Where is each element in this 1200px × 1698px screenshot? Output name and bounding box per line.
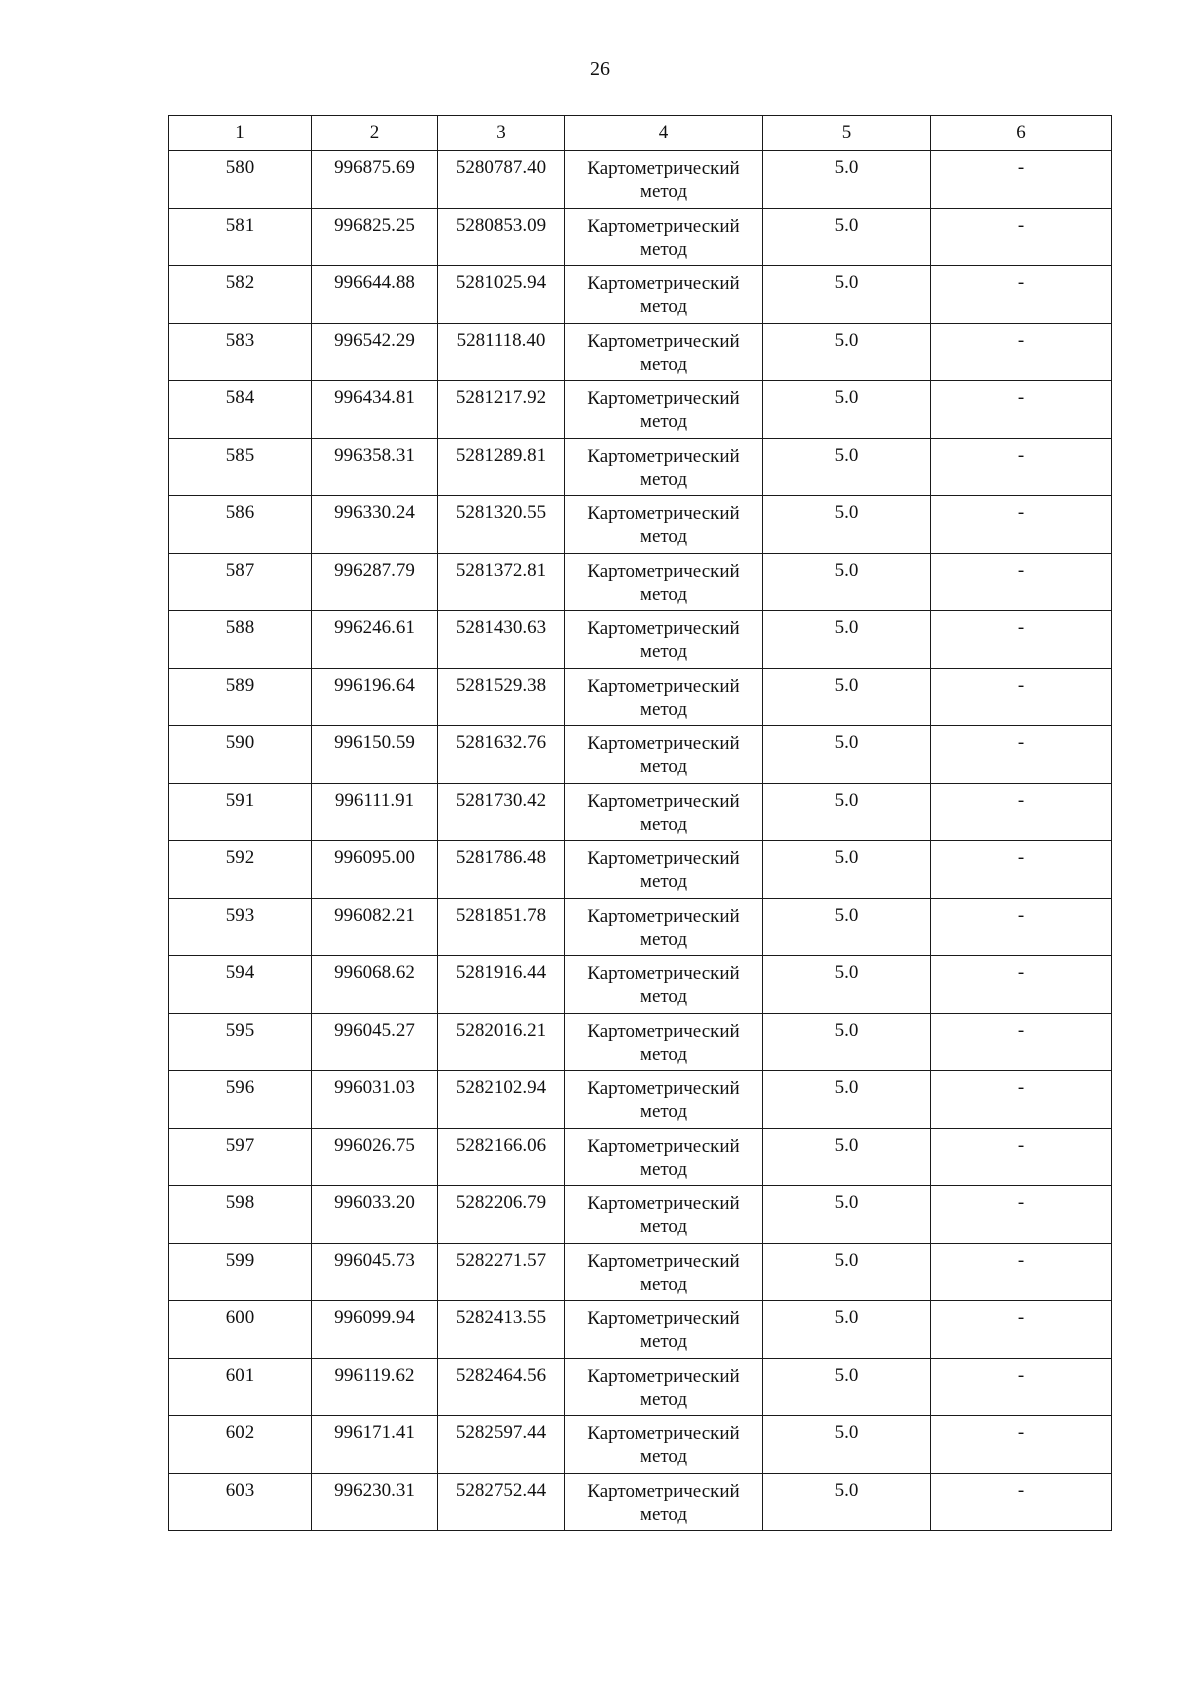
method-label: метод: [639, 411, 688, 432]
table-row: [169, 1473, 1112, 1531]
y-coordinate-cell: 5281529.38: [438, 668, 565, 726]
y-coordinate-cell: 5281217.92: [438, 381, 565, 439]
method-label: метод: [639, 1503, 688, 1525]
x-coordinate-cell: 996287.79: [312, 553, 438, 611]
method-cell: [565, 1243, 763, 1301]
y-coordinate-cell: 5282166.06: [438, 1128, 565, 1186]
note-cell: -: [931, 898, 1112, 956]
x-coordinate-cell: 996045.73: [312, 1243, 438, 1301]
table-row: [169, 1301, 1112, 1359]
x-coordinate-cell: 996171.41: [312, 1416, 438, 1474]
method-label: метод: [639, 1216, 688, 1237]
method-label: метод: [639, 1331, 688, 1352]
method-cell: [565, 438, 763, 496]
accuracy-cell: 5.0: [763, 726, 931, 784]
y-coordinate-cell: 5281372.81: [438, 553, 565, 611]
y-coordinate-cell: 5281430.63: [438, 611, 565, 669]
note-cell: -: [931, 726, 1112, 784]
y-coordinate-cell: 5281632.76: [438, 726, 565, 784]
note-cell: -: [931, 438, 1112, 496]
point-number-cell: 592: [169, 841, 312, 899]
method-label: метод: [639, 353, 688, 375]
note-cell: -: [931, 1416, 1112, 1474]
method-label: Картометрический: [587, 1365, 740, 1387]
point-number-cell: 580: [169, 151, 312, 209]
table-body: [169, 151, 1112, 1531]
y-coordinate-cell: 5282016.21: [438, 1013, 565, 1071]
point-number-cell: 582: [169, 266, 312, 324]
method-label: метод: [639, 928, 688, 950]
note-cell: -: [931, 783, 1112, 841]
accuracy-cell: 5.0: [763, 1358, 931, 1416]
y-coordinate-cell: 5281730.42: [438, 783, 565, 841]
accuracy-cell: 5.0: [763, 611, 931, 669]
method-label: Картометрический: [587, 1423, 740, 1444]
point-number-cell: 596: [169, 1071, 312, 1129]
method-cell: [565, 841, 763, 899]
accuracy-cell: 5.0: [763, 783, 931, 841]
note-cell: -: [931, 1013, 1112, 1071]
method-label: Картометрический: [587, 560, 740, 582]
note-cell: -: [931, 208, 1112, 266]
note-cell: -: [931, 841, 1112, 899]
y-coordinate-cell: 5282752.44: [438, 1473, 565, 1531]
method-cell: [565, 381, 763, 439]
note-cell: -: [931, 496, 1112, 554]
method-label: метод: [639, 468, 688, 490]
x-coordinate-cell: 996026.75: [312, 1128, 438, 1186]
y-coordinate-cell: 5282102.94: [438, 1071, 565, 1129]
accuracy-cell: 5.0: [763, 496, 931, 554]
table-row: [169, 208, 1112, 266]
method-label: Картометрический: [587, 675, 740, 697]
method-label: метод: [639, 526, 688, 547]
note-cell: -: [931, 323, 1112, 381]
accuracy-cell: 5.0: [763, 1243, 931, 1301]
accuracy-cell: 5.0: [763, 208, 931, 266]
point-number-cell: 591: [169, 783, 312, 841]
method-label: Картометрический: [587, 733, 740, 754]
method-cell: [565, 1013, 763, 1071]
note-cell: -: [931, 1128, 1112, 1186]
x-coordinate-cell: 996111.91: [312, 783, 438, 841]
x-coordinate-cell: 996644.88: [312, 266, 438, 324]
accuracy-cell: 5.0: [763, 1071, 931, 1129]
x-coordinate-cell: 996330.24: [312, 496, 438, 554]
note-cell: -: [931, 151, 1112, 209]
column-header: 5: [763, 116, 931, 151]
note-cell: -: [931, 1243, 1112, 1301]
method-label: Картометрический: [587, 790, 740, 812]
point-number-cell: 584: [169, 381, 312, 439]
note-cell: -: [931, 553, 1112, 611]
y-coordinate-cell: 5281118.40: [438, 323, 565, 381]
method-cell: [565, 611, 763, 669]
coordinates-table: [168, 115, 1112, 1531]
table-row: [169, 1128, 1112, 1186]
table-row: [169, 1358, 1112, 1416]
method-cell: [565, 956, 763, 1014]
method-label: Картометрический: [587, 215, 740, 237]
column-header: 3: [438, 116, 565, 151]
point-number-cell: 590: [169, 726, 312, 784]
method-label: Картометрический: [587, 1020, 740, 1042]
accuracy-cell: 5.0: [763, 898, 931, 956]
point-number-cell: 593: [169, 898, 312, 956]
point-number-cell: 598: [169, 1186, 312, 1244]
method-cell: [565, 726, 763, 784]
point-number-cell: 595: [169, 1013, 312, 1071]
table-row: [169, 841, 1112, 899]
point-number-cell: 585: [169, 438, 312, 496]
accuracy-cell: 5.0: [763, 381, 931, 439]
point-number-cell: 600: [169, 1301, 312, 1359]
method-label: метод: [639, 1273, 688, 1295]
method-cell: [565, 208, 763, 266]
method-cell: [565, 553, 763, 611]
method-label: метод: [639, 181, 688, 202]
table-row: [169, 496, 1112, 554]
method-cell: [565, 323, 763, 381]
x-coordinate-cell: 996542.29: [312, 323, 438, 381]
method-cell: [565, 898, 763, 956]
point-number-cell: 586: [169, 496, 312, 554]
accuracy-cell: 5.0: [763, 266, 931, 324]
x-coordinate-cell: 996196.64: [312, 668, 438, 726]
accuracy-cell: 5.0: [763, 1013, 931, 1071]
method-label: Картометрический: [587, 618, 740, 639]
x-coordinate-cell: 996875.69: [312, 151, 438, 209]
method-cell: [565, 1473, 763, 1531]
table-row: [169, 1416, 1112, 1474]
method-cell: [565, 668, 763, 726]
method-cell: [565, 1128, 763, 1186]
method-label: метод: [639, 1446, 688, 1467]
table-row: [169, 1243, 1112, 1301]
method-label: метод: [639, 813, 688, 835]
method-label: метод: [639, 1101, 688, 1122]
method-label: метод: [639, 986, 688, 1007]
method-cell: [565, 1416, 763, 1474]
note-cell: -: [931, 611, 1112, 669]
note-cell: -: [931, 266, 1112, 324]
table-row: [169, 783, 1112, 841]
method-label: Картометрический: [587, 1193, 740, 1214]
method-label: Картометрический: [587, 330, 740, 352]
note-cell: -: [931, 1473, 1112, 1531]
accuracy-cell: 5.0: [763, 1128, 931, 1186]
note-cell: -: [931, 956, 1112, 1014]
table-row: [169, 151, 1112, 209]
method-label: Картометрический: [587, 963, 740, 984]
method-label: Картометрический: [587, 1250, 740, 1272]
method-cell: [565, 151, 763, 209]
note-cell: -: [931, 1186, 1112, 1244]
header-row: [169, 116, 1112, 151]
page-number: 26: [590, 58, 610, 80]
note-cell: -: [931, 1301, 1112, 1359]
y-coordinate-cell: 5282597.44: [438, 1416, 565, 1474]
method-label: Картометрический: [587, 848, 740, 869]
method-label: метод: [639, 641, 688, 662]
accuracy-cell: 5.0: [763, 438, 931, 496]
point-number-cell: 583: [169, 323, 312, 381]
y-coordinate-cell: 5281851.78: [438, 898, 565, 956]
x-coordinate-cell: 996119.62: [312, 1358, 438, 1416]
y-coordinate-cell: 5282413.55: [438, 1301, 565, 1359]
table-row: [169, 956, 1112, 1014]
method-label: Картометрический: [587, 905, 740, 927]
table-row: [169, 1013, 1112, 1071]
column-header: 4: [565, 116, 763, 151]
table-row: [169, 381, 1112, 439]
point-number-cell: 601: [169, 1358, 312, 1416]
method-label: метод: [639, 1388, 688, 1410]
x-coordinate-cell: 996045.27: [312, 1013, 438, 1071]
point-number-cell: 603: [169, 1473, 312, 1531]
accuracy-cell: 5.0: [763, 668, 931, 726]
x-coordinate-cell: 996099.94: [312, 1301, 438, 1359]
table-row: [169, 1071, 1112, 1129]
point-number-cell: 602: [169, 1416, 312, 1474]
x-coordinate-cell: 996434.81: [312, 381, 438, 439]
note-cell: -: [931, 1358, 1112, 1416]
table-row: [169, 668, 1112, 726]
accuracy-cell: 5.0: [763, 323, 931, 381]
x-coordinate-cell: 996082.21: [312, 898, 438, 956]
column-header: 2: [312, 116, 438, 151]
table-row: [169, 1186, 1112, 1244]
x-coordinate-cell: 996246.61: [312, 611, 438, 669]
x-coordinate-cell: 996068.62: [312, 956, 438, 1014]
method-label: метод: [639, 1043, 688, 1065]
method-cell: [565, 496, 763, 554]
method-label: Картометрический: [587, 1078, 740, 1099]
table-row: [169, 323, 1112, 381]
table-row: [169, 611, 1112, 669]
method-label: метод: [639, 583, 688, 605]
y-coordinate-cell: 5281289.81: [438, 438, 565, 496]
x-coordinate-cell: 996033.20: [312, 1186, 438, 1244]
table-header: [169, 116, 1112, 151]
method-label: Картометрический: [587, 1480, 740, 1502]
y-coordinate-cell: 5280787.40: [438, 151, 565, 209]
y-coordinate-cell: 5280853.09: [438, 208, 565, 266]
method-cell: [565, 1186, 763, 1244]
note-cell: -: [931, 381, 1112, 439]
column-header: 6: [931, 116, 1112, 151]
method-label: метод: [639, 238, 688, 260]
method-label: Картометрический: [587, 445, 740, 467]
note-cell: -: [931, 1071, 1112, 1129]
method-label: Картометрический: [587, 273, 740, 294]
accuracy-cell: 5.0: [763, 841, 931, 899]
method-cell: [565, 1301, 763, 1359]
method-cell: [565, 1071, 763, 1129]
method-label: метод: [639, 296, 688, 317]
method-cell: [565, 266, 763, 324]
method-label: Картометрический: [587, 388, 740, 409]
table-row: [169, 553, 1112, 611]
y-coordinate-cell: 5282206.79: [438, 1186, 565, 1244]
method-label: Картометрический: [587, 1135, 740, 1157]
table-row: [169, 266, 1112, 324]
x-coordinate-cell: 996825.25: [312, 208, 438, 266]
x-coordinate-cell: 996230.31: [312, 1473, 438, 1531]
accuracy-cell: 5.0: [763, 553, 931, 611]
table-row: [169, 726, 1112, 784]
point-number-cell: 597: [169, 1128, 312, 1186]
method-label: Картометрический: [587, 158, 740, 179]
accuracy-cell: 5.0: [763, 956, 931, 1014]
note-cell: -: [931, 668, 1112, 726]
y-coordinate-cell: 5281786.48: [438, 841, 565, 899]
method-cell: [565, 1358, 763, 1416]
x-coordinate-cell: 996150.59: [312, 726, 438, 784]
accuracy-cell: 5.0: [763, 1416, 931, 1474]
point-number-cell: 594: [169, 956, 312, 1014]
x-coordinate-cell: 996358.31: [312, 438, 438, 496]
accuracy-cell: 5.0: [763, 1186, 931, 1244]
x-coordinate-cell: 996095.00: [312, 841, 438, 899]
method-label: Картометрический: [587, 1308, 740, 1329]
column-header: 1: [169, 116, 312, 151]
y-coordinate-cell: 5281025.94: [438, 266, 565, 324]
x-coordinate-cell: 996031.03: [312, 1071, 438, 1129]
point-number-cell: 588: [169, 611, 312, 669]
accuracy-cell: 5.0: [763, 1301, 931, 1359]
method-label: Картометрический: [587, 503, 740, 524]
method-label: метод: [639, 698, 688, 720]
method-label: метод: [639, 756, 688, 777]
method-label: метод: [639, 1158, 688, 1180]
table-row: [169, 898, 1112, 956]
y-coordinate-cell: 5281320.55: [438, 496, 565, 554]
accuracy-cell: 5.0: [763, 151, 931, 209]
y-coordinate-cell: 5282271.57: [438, 1243, 565, 1301]
method-label: метод: [639, 871, 688, 892]
accuracy-cell: 5.0: [763, 1473, 931, 1531]
y-coordinate-cell: 5281916.44: [438, 956, 565, 1014]
table-row: [169, 438, 1112, 496]
point-number-cell: 587: [169, 553, 312, 611]
point-number-cell: 581: [169, 208, 312, 266]
point-number-cell: 599: [169, 1243, 312, 1301]
method-cell: [565, 783, 763, 841]
y-coordinate-cell: 5282464.56: [438, 1358, 565, 1416]
point-number-cell: 589: [169, 668, 312, 726]
